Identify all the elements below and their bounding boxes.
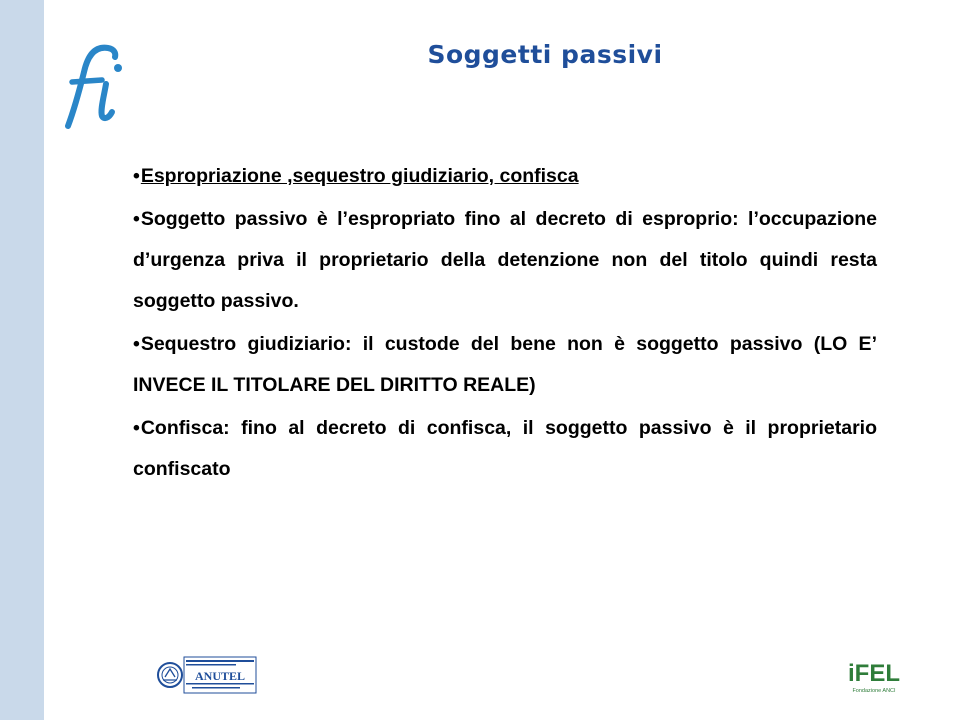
bullet-text: Confisca: fino al decreto di confisca, il soggetto passivo è il proprietario confiscato <box>133 417 877 480</box>
bullet-item-sequestro <box>133 324 877 406</box>
bullet-marker: • <box>133 333 140 355</box>
bullet-text: Sequestro giudiziario: il custode del bene non è soggetto passivo (LO E’ INVECE IL TITOLARE DEL DIRITTO REALE) <box>133 333 877 396</box>
slide-title: Soggetti passivi <box>427 40 663 69</box>
bullet-item-espropriazione <box>133 156 877 197</box>
bullet-marker: • <box>133 165 140 187</box>
bullet-list <box>133 156 877 492</box>
anutel-logo <box>156 655 258 695</box>
ifel-subtitle: Fondazione ANCI <box>852 688 896 694</box>
bullet-text: Soggetto passivo è l’espropriato fino al decreto di esproprio: l’occupazione d’urgenza priva il proprietario della detenzione non del titolo quindi resta soggetto passivo. <box>133 208 877 312</box>
ifel-logo <box>844 654 904 698</box>
fi-logo <box>58 40 128 135</box>
ifel-wordmark: iFEL <box>848 660 900 687</box>
anutel-wordmark: ANUTEL <box>194 669 246 683</box>
bullet-text: Espropriazione ,sequestro giudiziario, confisca <box>140 165 579 187</box>
bullet-item-soggetto-passivo <box>133 199 877 322</box>
bullet-item-confisca <box>133 408 877 490</box>
bullet-marker: • <box>133 208 140 230</box>
side-band <box>0 0 44 720</box>
bullet-marker: • <box>133 417 140 439</box>
